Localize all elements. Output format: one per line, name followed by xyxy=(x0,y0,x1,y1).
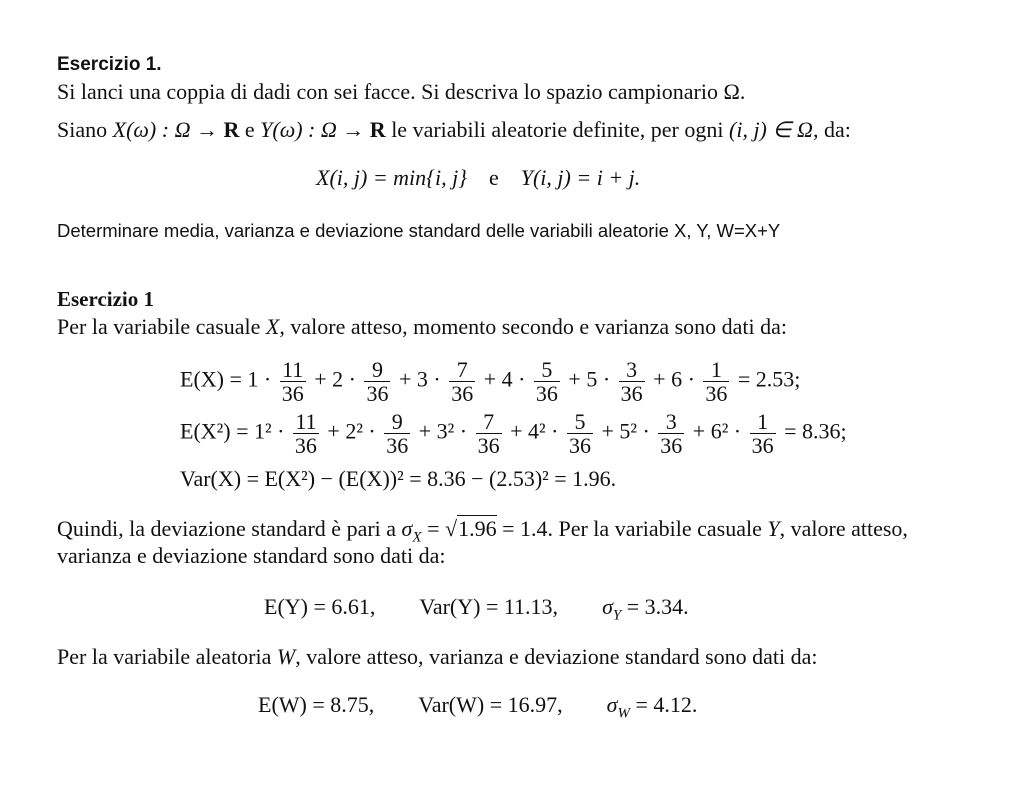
std-dev-paragraph-line-2: varianza e deviazione standard sono dati da: xyxy=(57,543,446,568)
exercise-line-1: Si lanci una coppia di dadi con sei facce. Si descriva lo spazio campionario Ω. xyxy=(57,79,746,104)
y-results-formula: E(Y) = 6.61, Var(Y) = 11.13, $\sigma_Y = 3.34$. xyxy=(264,594,689,624)
variance-formula: Var(X) = E(X²) − (E(X))² = 8.36 − (2.53)² = 1.96. xyxy=(180,466,617,491)
solution-heading: Esercizio 1 xyxy=(57,287,155,311)
second-moment-formula: E(X²) = 1² · $\frac{11}{36}$ + 2² · $\frac{9}{36}$ + 3² · $\frac{7}{36}$ + 4² · $\frac{5}{36}$ + 5² · $\frac{3}{36}$ + 6² · $\frac{1}{36}$ = 8.36; xyxy=(180,409,847,459)
exercise-task: Determinare media, varianza e deviazione standard delle variabili aleatorie X, Y, W=X+Y xyxy=(57,220,781,241)
expected-value-formula: E(X) = 1 · $\frac{11}{36}$ + 2 · $\frac{9}{36}$ + 3 · $\frac{7}{36}$ + 4 · $\frac{5}{36}$ + 5 · $\frac{3}{36}$ + 6 · $\frac{1}{36}$ = 2.53; xyxy=(180,357,801,407)
exercise-line-2: Siano X(ω) : Ω → R e Y(ω) : Ω → R le variabili aleatorie definite, per ogni (i, j) ∈ Ω, da: xyxy=(57,117,851,142)
std-dev-paragraph-line-1: Quindi, la deviazione standard è pari a $\sigma_X = √1.96 = 1.4$. Per la variabile casuale Y, valore atteso, xyxy=(57,516,908,546)
solution-intro: Per la variabile casuale X, valore atteso, momento secondo e varianza sono dati da: xyxy=(57,314,788,339)
definition-formula: X(i, j) = min{i, j} e Y(i, j) = i + j. xyxy=(316,165,641,190)
w-intro: Per la variabile aleatoria W, valore atteso, varianza e deviazione standard sono dati da: xyxy=(57,644,818,669)
w-results-formula: E(W) = 8.75, Var(W) = 16.97, $\sigma_W = 4.12$. xyxy=(258,692,698,722)
exercise-heading: Esercizio 1. xyxy=(57,54,162,75)
